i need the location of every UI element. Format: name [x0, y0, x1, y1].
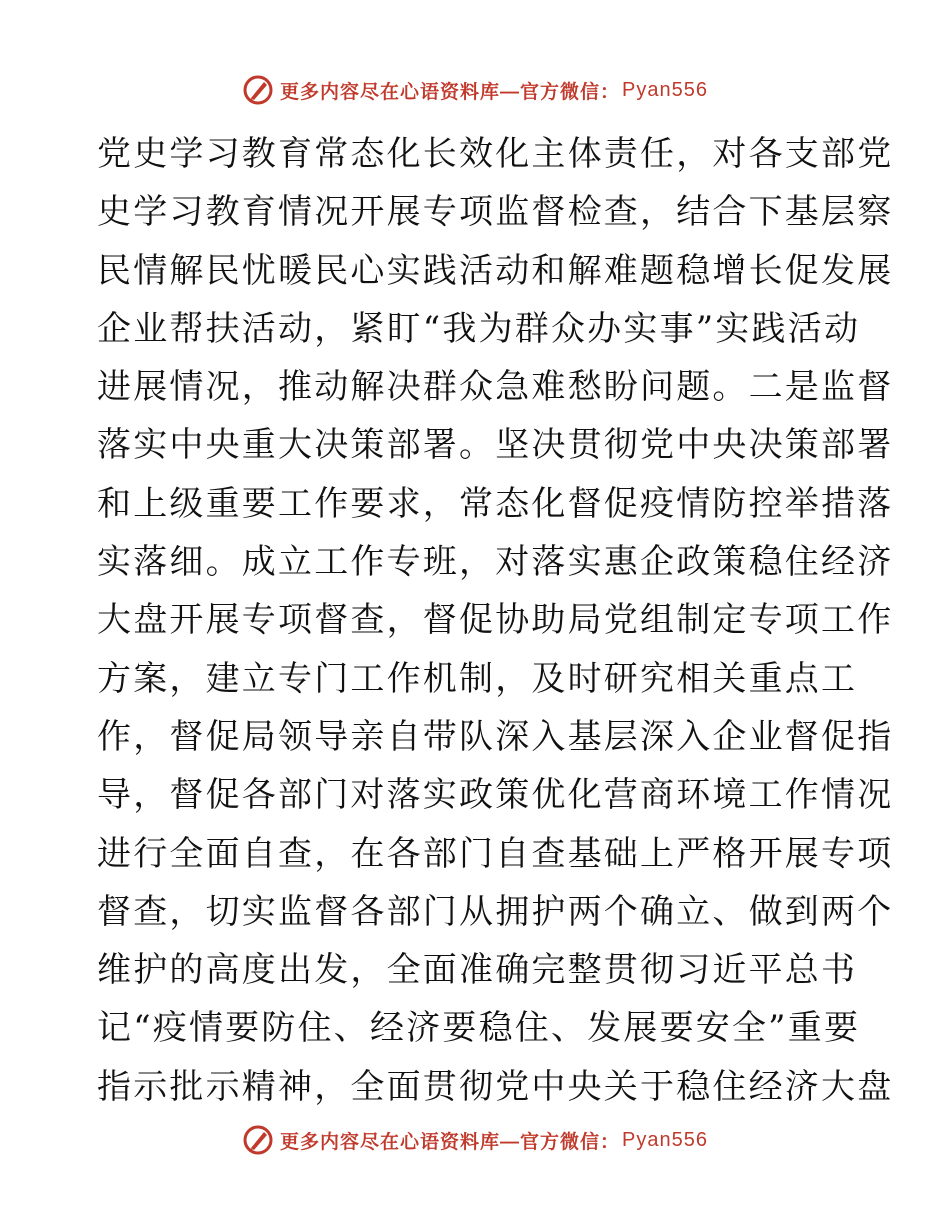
watermark-footer — [0, 1120, 950, 1160]
text-line: 实落细。成立工作专班，对落实惠企政策稳住经济 — [97, 542, 894, 583]
text-line: 企业帮扶活动，紧盯“我为群众办实事”实践活动 — [97, 308, 861, 349]
watermark-account: Pyan556 — [622, 78, 708, 101]
watermark-account: Pyan556 — [622, 1128, 708, 1151]
watermark-label: 更多内容尽在心语资料库—官方微信： — [280, 1131, 621, 1153]
text-line: 史学习教育情况开展专项监督检查，结合下基层察 — [97, 192, 894, 233]
text-line: 督查，切实监督各部门从拥护两个确立、做到两个 — [97, 891, 894, 932]
quill-pen-logo-icon — [242, 74, 274, 106]
body-text — [97, 125, 894, 1116]
watermark-label: 更多内容尽在心语资料库—官方微信： — [280, 81, 621, 103]
text-line: 维护的高度出发，全面准确完整贯彻习近平总书 — [97, 950, 858, 991]
text-line: 进展情况，推动解决群众急难愁盼问题。二是监督 — [97, 367, 894, 408]
text-line: 进行全面自查，在各部门自查基础上严格开展专项 — [97, 833, 894, 874]
text-line: 方案，建立专门工作机制，及时研究相关重点工 — [97, 658, 858, 699]
quill-pen-logo-icon — [242, 1124, 274, 1156]
watermark-header — [0, 70, 950, 110]
text-line: 指示批示精神，全面贯彻党中央关于稳住经济大盘 — [97, 1066, 894, 1107]
text-line: 党史学习教育常态化长效化主体责任，对各支部党 — [97, 134, 894, 174]
text-line: 落实中央重大决策部署。坚决贯彻党中央决策部署 — [97, 425, 894, 466]
text-line: 作，督促局领导亲自带队深入基层深入企业督促指 — [97, 716, 894, 757]
text-line: 记“疫情要防住、经济要稳住、发展要安全”重要 — [97, 1008, 861, 1049]
text-line: 民情解民忧暖民心实践活动和解难题稳增长促发展 — [97, 250, 894, 291]
text-line: 导，督促各部门对落实政策优化营商环境工作情况 — [97, 775, 894, 816]
text-line: 大盘开展专项督查，督促协助局党组制定专项工作 — [97, 600, 894, 641]
text-line: 和上级重要工作要求，常态化督促疫情防控举措落 — [97, 483, 894, 524]
